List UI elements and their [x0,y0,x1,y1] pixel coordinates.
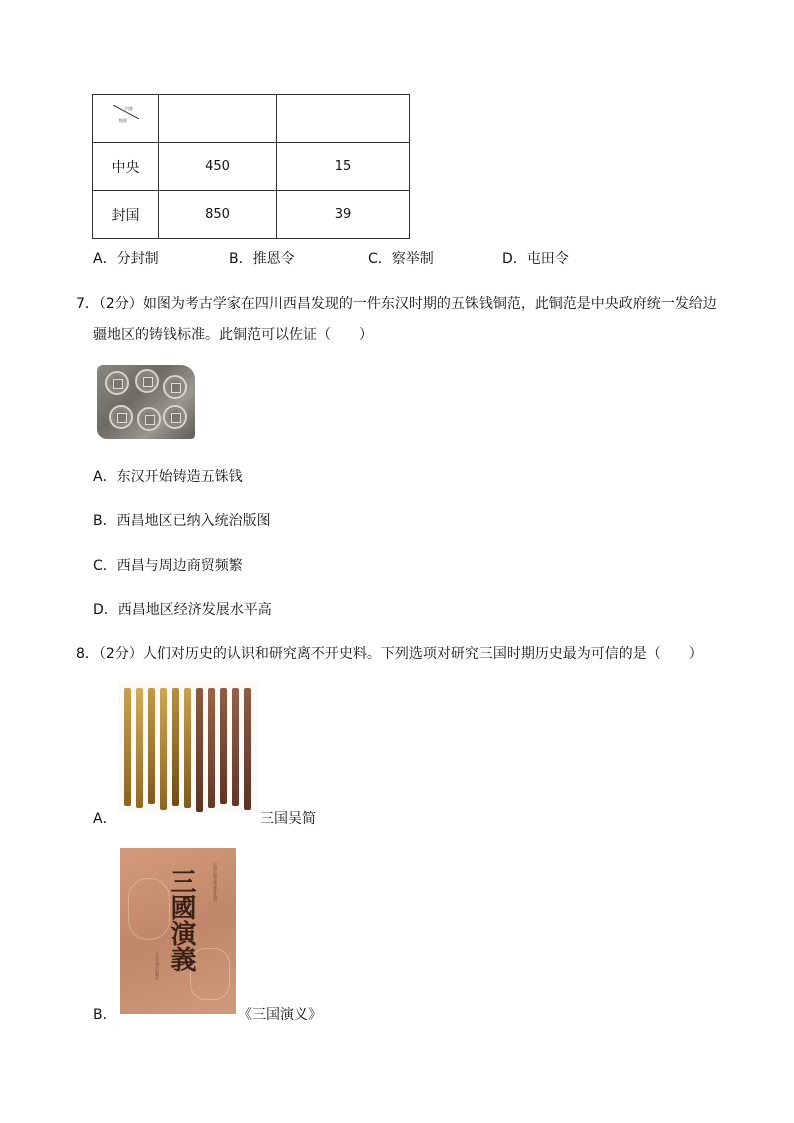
header-cell-empty [277,95,410,143]
row-label: 中央 [93,143,159,191]
q7-stem-line2: 疆地区的铸钱标准。此铜范可以佐证（ ） [93,327,373,343]
book-title: 三國演義 [166,868,196,972]
q8-option-a-caption: 三国吴简 [260,811,316,827]
book-publisher-text: 人民文学出版社 [155,952,160,980]
bamboo-slip [136,688,143,808]
diag-bottom-label: 级别 [119,118,127,123]
coin-shape [105,371,129,395]
diag-top-label: 内容 [125,106,133,111]
table-row [93,191,410,239]
cover-ornament [128,878,170,940]
q8-option-a-key[interactable]: A． [93,811,117,827]
q7-option-a[interactable]: A．东汉开始铸造五铢钱 [93,469,243,485]
bamboo-slip [232,688,239,806]
q6-option-d[interactable]: D．屯田令 [502,251,569,267]
q7-stem-line1: 7．（2分）如图为考古学家在四川西昌发现的一件东汉时期的五铢钱铜范，此铜范是中央政府统一发给边 [76,296,717,312]
bamboo-slip [160,688,167,810]
coin-shape [137,407,161,431]
cover-ornament [190,948,230,1000]
table-cell: 850 [159,191,277,239]
bamboo-slip [124,688,131,806]
q8-stem: 8．（2分）人们对历史的认识和研究离不开史料。下列选项对研究三国时期历史最为可信的是（ ） [76,646,703,662]
table-cell: 39 [277,191,410,239]
table-header-row [93,95,410,143]
data-table [92,94,410,239]
q7-option-d[interactable]: D．西昌地区经济发展水平高 [93,602,272,618]
q7-option-b[interactable]: B．西昌地区已纳入统治版图 [93,513,271,529]
table-row [93,143,410,191]
header-cell-empty [159,95,277,143]
bamboo-slip [172,688,179,806]
q6-option-c[interactable]: C．察举制 [368,251,434,267]
table-cell: 450 [159,143,277,191]
coin-shape [135,369,159,393]
bamboo-slip [244,688,251,810]
table-cell: 15 [277,143,410,191]
q6-option-a[interactable]: A．分封制 [93,251,159,267]
q8-option-b-caption: 《三国演义》 [238,1007,322,1023]
coin-mould-image [97,365,195,439]
bamboo-slip [184,688,191,808]
book-series-text: 中国古典文学读本丛书 [213,862,218,902]
diagonal-header-cell [93,95,159,143]
row-label: 封国 [93,191,159,239]
coin-shape [163,375,187,399]
romance-three-kingdoms-cover-image [120,848,236,1014]
q6-option-b[interactable]: B．推恩令 [229,251,295,267]
coin-shape [109,405,133,429]
bamboo-slip [220,688,227,804]
coin-shape [163,405,187,429]
bamboo-slip [196,688,203,812]
bamboo-slip [148,688,155,804]
q8-option-b-key[interactable]: B． [93,1007,117,1023]
q7-option-c[interactable]: C．西昌与周边商贸频繁 [93,558,243,574]
bamboo-slips-image [118,682,258,812]
bamboo-slip [208,688,215,808]
